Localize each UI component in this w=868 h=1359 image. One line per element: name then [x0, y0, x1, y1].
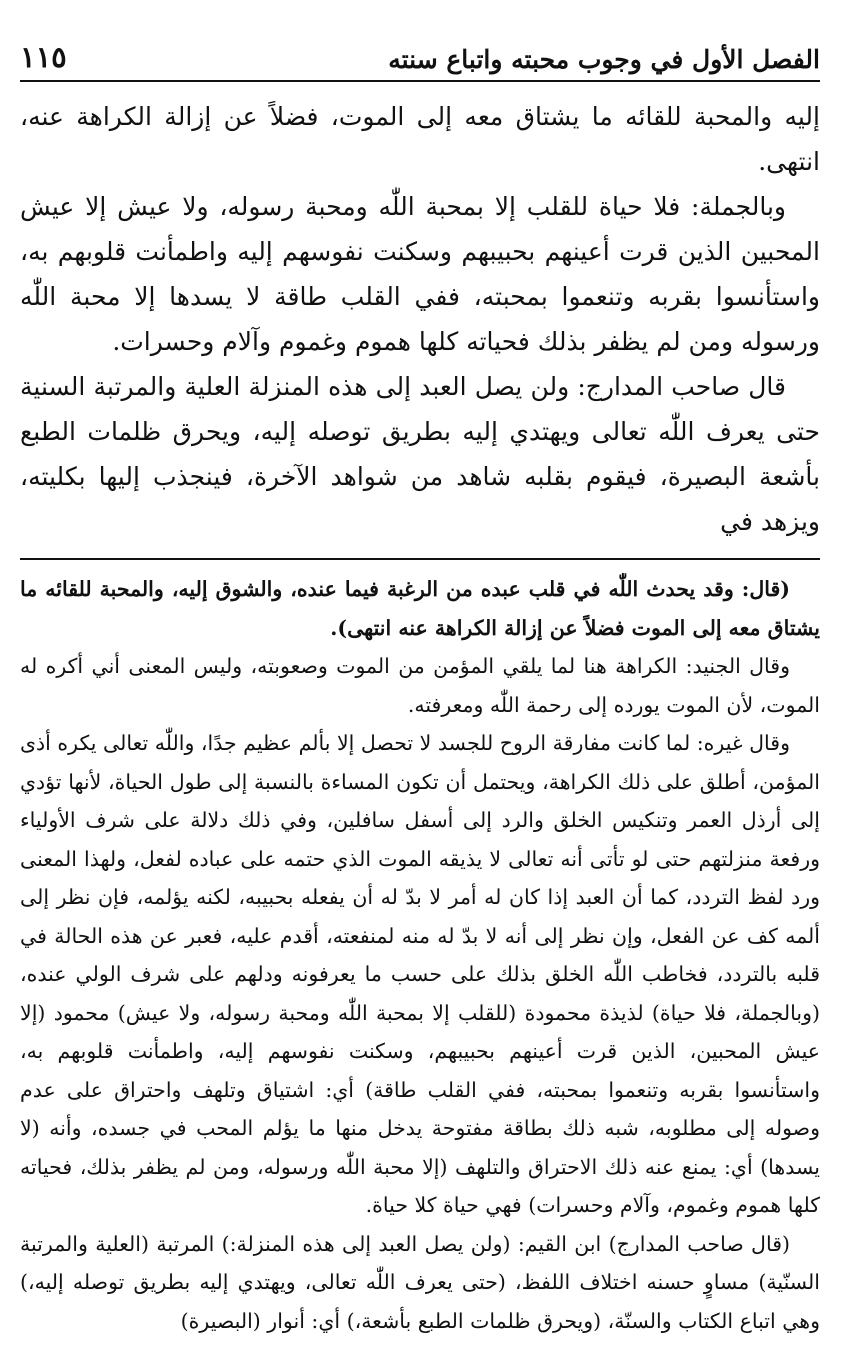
main-paragraph: إليه والمحبة للقائه ما يشتاق معه إلى الموت، فضلاً عن إزالة الكراهة عنه، انتهى. — [20, 102, 820, 176]
commentary-paragraph: (قال صاحب المدارج) ابن القيم: (ولن يصل العبد إلى هذه المنزلة:) المرتبة (العلية والمرتبة السنّية) مساوٍ حسنه اختلاف اللفظ، (حتى يعرف اللّٰه تعالى، ويهتدي إليه بطريق توصله إليه،) وهي اتباع الكتاب والسنّة، (ويحرق ظلمات الطبع بأشعة،) أي: أنوار (البصيرة) — [20, 1231, 820, 1333]
main-paragraph: وبالجملة: فلا حياة للقلب إلا بمحبة اللّٰه ومحبة رسوله، ولا عيش إلا عيش المحبين الذين قرت أعينهم بحبيبهم وسكنت نفوسهم إليه واطمأنت قلوبهم به، واستأنسوا بقربه وتنعموا بمحبته، ففي القلب طاقة لا يسدها إلا محبة اللّٰه ورسوله ومن لم يظفر بذلك فحياته كلها هموم وغموم وآلام وحسرات. — [20, 192, 820, 356]
commentary-text — [20, 570, 820, 1340]
main-paragraph: قال صاحب المدارج: ولن يصل العبد إلى هذه المنزلة العلية والمرتبة السنية حتى يعرف اللّٰه تعالى ويهتدي إليه بطريق توصله إليه، ويحرق ظلمات الطبع بأشعة البصيرة، فيقوم بقلبه شاهد من شواهد الآخرة، فينجذب إليها بكليته، ويزهد في — [20, 372, 820, 536]
page-number: ١١٥ — [20, 40, 67, 74]
commentary-paragraph: وقال الجنيد: الكراهة هنا لما يلقي المؤمن من الموت وصعوبته، وليس المعنى أني أكره له الموت، لأن الموت يورده إلى رحمة اللّٰه ومعرفته. — [20, 654, 820, 717]
commentary-paragraph: وقال غيره: لما كانت مفارقة الروح للجسد لا تحصل إلا بألم عظيم جدًا، واللّٰه تعالى يكره أذى المؤمن، أطلق على ذلك الكراهة، ويحتمل أن تكون المساءة بالنسبة إلى طول الحياة، لأنها تؤدي إلى أرذل العمر وتنكيس الخلق والرد إلى أسفل سافلين، وفي ذلك دلالة على شرف الأولياء ورفعة منزلتهم حتى لو تأتى أنه تعالى لا يذيقه الموت الذي حتمه على عباده لفعل، ولهذا المعنى ورد لفظ التردد، كما أن العبد إذا كان له أمر لا بدّ له أن يفعله بحبيبه، لكنه يؤلمه، فإن نظر إلى ألمه كف عن الفعل، وإن نظر إلى أنه لا بدّ له منه لمنفعته، أقدم عليه، فعبر عن هذه الحالة في قلبه بالتردد، فخاطب اللّٰه الخلق بذلك على حسب ما يعرفونه ودلهم على شرف الولي عنده، (وبالجملة، فلا حياة) لذيذة محمودة (للقلب إلا بمحبة اللّٰه ومحبة رسوله، ولا عيش) محمود (إلا عيش المحبين، الذين قرت أعينهم بحبيبهم، وسكنت نفوسهم إليه، واطمأنت قلوبهم به، واستأنسوا بقربه وتنعموا بمحبته، ففي القلب طاقة) أي: اشتياق وتلهف واحتراق على عدم وصوله إلى مطلوبه، شبه ذلك بطاقة مفتوحة يدخل منها ما يؤلم المحب في جسده، وأنه (لا يسدها) أي: يمنع عنه ذلك الاحتراق والتلهف (إلا محبة اللّٰه ورسوله، ومن لم يظفر بذلك، فحياته كلها هموم وغموم، وآلام وحسرات) فهي حياة كلا حياة. — [20, 731, 820, 1217]
section-divider — [20, 558, 820, 560]
book-page — [20, 40, 820, 1340]
main-text — [20, 94, 820, 544]
chapter-title: الفصل الأول في وجوب محبته واتباع سنته — [388, 45, 820, 74]
page-header — [20, 40, 820, 82]
commentary-paragraph: (قال: وقد يحدث اللّٰه في قلب عبده من الرغبة فيما عنده، والشوق إليه، والمحبة للقائه ما يشتاق معه إلى الموت فضلاً عن إزالة الكراهة عنه انتهى). — [20, 577, 820, 640]
